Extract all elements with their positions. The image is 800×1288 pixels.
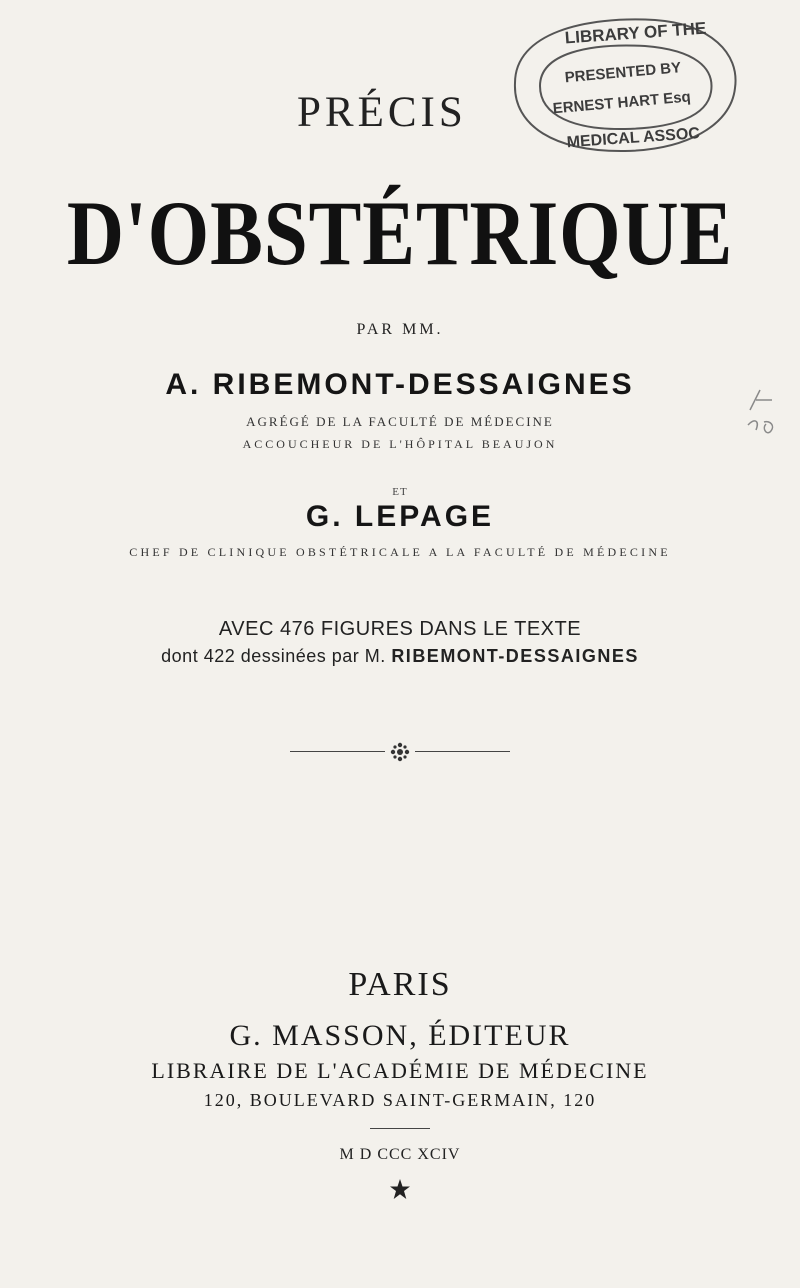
imprint-address: 120, BOULEVARD SAINT-GERMAIN, 120	[203, 1090, 597, 1110]
conjunction: ET	[392, 486, 408, 498]
drawn-by-prefix: dont 422 dessinées par M.	[161, 646, 386, 666]
main-title: D'OBSTÉTRIQUE	[66, 182, 734, 284]
drawn-by-line	[0, 646, 800, 667]
drawn-by-name: RIBEMONT-DESSAIGNES	[391, 646, 639, 666]
handwritten-annotation	[740, 380, 790, 440]
library-stamp	[495, 8, 745, 158]
imprint-libraire: LIBRAIRE DE L'ACADÉMIE DE MÉDECINE	[151, 1058, 649, 1083]
title-precis: PRÉCIS	[297, 89, 467, 136]
imprint-divider	[370, 1128, 430, 1129]
stamp-donor-text: ERNEST HART Esq	[552, 88, 692, 118]
stamp-bottom-text: MEDICAL ASSOC	[566, 125, 701, 152]
author-1-credential-1: AGRÉGÉ DE LA FACULTÉ DE MÉDECINE	[246, 414, 554, 429]
author-1-credential-2: ACCOUCHEUR DE L'HÔPITAL BEAUJON	[242, 437, 558, 451]
imprint-city: PARIS	[348, 966, 452, 1003]
author-name-2: G. LEPAGE	[305, 500, 495, 533]
ornament-rule-right	[415, 751, 510, 752]
figures-line: AVEC 476 FIGURES DANS LE TEXTE	[218, 618, 582, 640]
authors-intro: PAR MM.	[356, 321, 444, 338]
stamp-presented-text: PRESENTED BY	[564, 59, 682, 87]
ornament-rule-left	[290, 751, 385, 752]
imprint-publisher: G. MASSON, ÉDITEUR	[229, 1019, 571, 1052]
stamp-top-text: LIBRARY OF THE	[564, 18, 707, 48]
star-ornament-icon	[389, 1178, 411, 1200]
author-name-1: A. RIBEMONT-DESSAIGNES	[165, 368, 635, 401]
imprint-year: M D CCC XCIV	[339, 1146, 461, 1163]
author-2-credential-1: CHEF DE CLINIQUE OBSTÉTRICALE A LA FACULTÉ DE MÉDECINE	[129, 545, 671, 559]
flower-ornament-icon	[388, 740, 412, 764]
